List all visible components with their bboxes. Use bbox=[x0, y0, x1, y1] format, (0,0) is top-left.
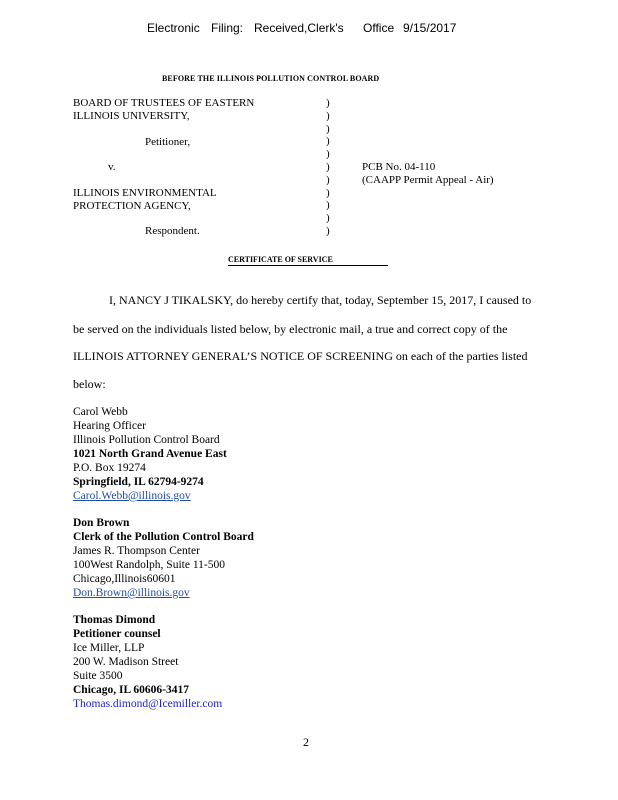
filing-header-received: Received,Clerk's bbox=[254, 21, 344, 35]
service-email-link[interactable]: Thomas.dimond@Icemiller.com bbox=[73, 698, 223, 710]
service-org: Ice Miller, LLP bbox=[73, 642, 145, 654]
respondent-line-2: PROTECTION AGENCY, bbox=[73, 200, 191, 212]
service-name: Carol Webb bbox=[73, 406, 128, 418]
certification-line-2: be served on the individuals listed below, by electronic mail, a true and correct copy of the bbox=[73, 322, 508, 336]
service-entry-carol-webb bbox=[73, 405, 227, 503]
certification-line-3: ILLINOIS ATTORNEY GENERAL’S NOTICE OF SCREENING on each of the parties listed bbox=[73, 349, 528, 363]
petitioner-role: Petitioner, bbox=[145, 136, 191, 148]
petitioner-line-2: ILLINOIS UNIVERSITY, bbox=[73, 110, 190, 122]
filing-header-office: Office bbox=[363, 21, 395, 35]
board-title: BEFORE THE ILLINOIS POLLUTION CONTROL BOARD bbox=[162, 74, 380, 83]
service-street: 100West Randolph, Suite 11-500 bbox=[73, 559, 225, 571]
service-entry-thomas-dimond bbox=[73, 613, 222, 711]
case-type: (CAAPP Permit Appeal - Air) bbox=[362, 174, 494, 186]
service-title: Petitioner counsel bbox=[73, 628, 161, 640]
certification-line-1: I, NANCY J TIKALSKY, do hereby certify that, today, September 15, 2017, I caused to bbox=[109, 293, 532, 307]
case-number: PCB No. 04-110 bbox=[362, 161, 436, 173]
service-city: Chicago, IL 60606-3417 bbox=[73, 684, 189, 696]
filing-header-electronic: Electronic bbox=[147, 21, 200, 35]
service-street: 1021 North Grand Avenue East bbox=[73, 448, 227, 460]
respondent-role: Respondent. bbox=[145, 225, 200, 237]
service-email-link[interactable]: Don.Brown@illinois.gov bbox=[73, 587, 190, 599]
petitioner-line-1: BOARD OF TRUSTEES OF EASTERN bbox=[73, 97, 255, 109]
service-street: 200 W. Madison Street bbox=[73, 656, 179, 668]
respondent-line-1: ILLINOIS ENVIRONMENTAL bbox=[73, 187, 217, 199]
service-org: James R. Thompson Center bbox=[73, 545, 200, 557]
filing-header-filing: Filing: bbox=[211, 21, 244, 35]
certificate-title: CERTIFICATE OF SERVICE bbox=[228, 255, 388, 266]
service-email-link[interactable]: Carol.Webb@illinois.gov bbox=[73, 490, 191, 502]
service-city: Chicago,Illinois60601 bbox=[73, 573, 176, 585]
certification-line-4: below: bbox=[73, 377, 106, 391]
service-name: Thomas Dimond bbox=[73, 614, 156, 626]
versus: v. bbox=[108, 161, 116, 173]
service-extra: Suite 3500 bbox=[73, 670, 123, 682]
service-org: Illinois Pollution Control Board bbox=[73, 434, 220, 446]
page-number: 2 bbox=[303, 735, 309, 749]
caption-parentheses: ) ) ) ) ) ) ) ) ) ) ) bbox=[326, 97, 330, 237]
filing-header-date: 9/15/2017 bbox=[403, 21, 457, 35]
service-title: Hearing Officer bbox=[73, 420, 146, 432]
service-extra: P.O. Box 19274 bbox=[73, 462, 146, 474]
service-entry-don-brown bbox=[73, 516, 254, 600]
service-title: Clerk of the Pollution Control Board bbox=[73, 531, 254, 543]
service-name: Don Brown bbox=[73, 517, 130, 529]
service-city: Springfield, IL 62794-9274 bbox=[73, 476, 204, 488]
